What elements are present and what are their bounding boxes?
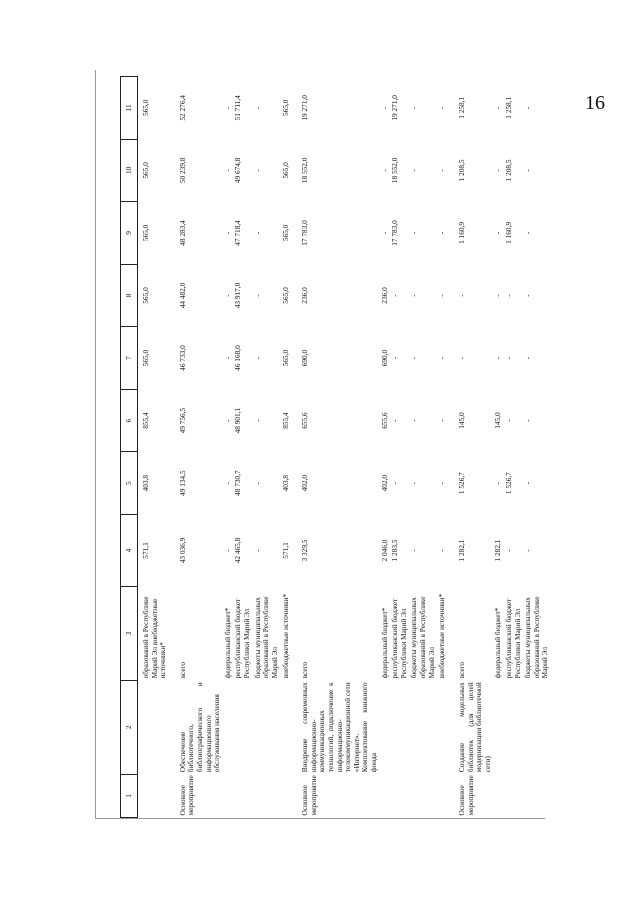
page-top-edge <box>95 818 545 819</box>
value-cell: 49 674,8 <box>233 157 243 184</box>
value-cell: 48 283,4 <box>177 220 187 246</box>
table-header-row <box>121 77 138 818</box>
value-cell: - <box>523 106 533 110</box>
table-row <box>223 77 234 818</box>
value-cell: - <box>222 481 232 485</box>
value-cell: 145,0 <box>456 412 466 429</box>
row-type-cell <box>380 774 391 817</box>
funding-source-cell: внебюджетные источники* <box>280 593 290 679</box>
value-cell: 43 917,0 <box>233 282 243 309</box>
value-cell: - <box>523 231 533 235</box>
value-cell: - <box>437 231 447 235</box>
value-cell: - <box>222 356 232 360</box>
table-row <box>233 77 252 818</box>
value-cell: - <box>222 231 232 235</box>
value-cell: - <box>252 481 262 485</box>
column-header-4: 4 <box>121 514 138 586</box>
table-body <box>138 77 551 818</box>
row-description-cell <box>437 680 448 774</box>
table-row <box>281 77 292 818</box>
value-cell: - <box>409 106 419 110</box>
row-type-cell <box>437 774 448 817</box>
value-cell: 565,0 <box>141 99 150 117</box>
funding-source-cell: образований в Республике Марий Эл внебюджетные источники* <box>141 596 168 679</box>
column-header-9: 9 <box>121 202 138 265</box>
value-cell: - <box>252 419 262 422</box>
value-cell: 1 282,1 <box>493 539 503 562</box>
value-cell: 1 208,5 <box>456 159 466 182</box>
value-cell: 236,0 <box>300 287 310 304</box>
value-cell: - <box>523 169 533 172</box>
funding-source-cell: республиканский бюджет Республики Марий Эл <box>233 598 252 679</box>
value-cell: 49 756,5 <box>177 407 187 434</box>
value-cell: 565,0 <box>280 349 290 367</box>
value-cell: 855,4 <box>141 412 150 429</box>
funding-source-cell: внебюджетные источники* <box>437 593 447 679</box>
funding-source-cell: федеральный бюджет* <box>222 607 232 679</box>
value-cell: - <box>390 419 400 422</box>
page-left-edge <box>95 70 96 818</box>
row-type-cell <box>493 774 504 817</box>
value-cell: 690,0 <box>300 349 310 367</box>
funding-source-cell: всего <box>300 661 310 679</box>
value-cell: - <box>437 356 447 360</box>
value-cell: - <box>390 294 400 297</box>
value-cell: - <box>252 356 262 360</box>
value-cell: - <box>437 106 447 110</box>
row-description-cell <box>223 680 234 774</box>
row-type-cell <box>504 774 523 817</box>
row-description-cell <box>281 680 292 774</box>
value-cell: - <box>523 294 533 297</box>
value-cell: - <box>252 169 262 172</box>
value-cell: 571,1 <box>280 542 290 559</box>
value-cell: - <box>409 419 419 422</box>
column-header-10: 10 <box>121 139 138 202</box>
value-cell: 565,0 <box>280 162 290 179</box>
value-cell: 1 526,7 <box>456 472 466 495</box>
value-cell: - <box>493 294 503 297</box>
column-header-7: 7 <box>121 327 138 390</box>
value-cell: 18 552,0 <box>300 157 310 184</box>
value-cell: 402,0 <box>379 474 389 492</box>
row-type-cell <box>138 774 169 817</box>
funding-source-cell: федеральный бюджет* <box>493 607 503 679</box>
row-description-cell <box>493 680 504 774</box>
funding-source-cell: бюджеты муниципальных образований в Республике Марий Эл <box>409 596 436 679</box>
value-cell: - <box>493 231 503 235</box>
page-number: 16 <box>585 92 605 114</box>
row-description-cell: Обеспечение библиотечного, библиографического и информационного обслуживания населения <box>177 682 222 773</box>
value-cell: - <box>503 549 513 552</box>
column-header-2: 2 <box>121 680 138 774</box>
table-row <box>409 77 437 818</box>
row-description-cell <box>504 680 523 774</box>
row-type-cell <box>390 774 409 817</box>
value-cell: - <box>523 419 533 422</box>
row-description-cell: Создание модельных библиотек (для целей модернизации библиотечной сети) <box>456 682 492 773</box>
table-row <box>138 77 169 818</box>
table-row <box>380 77 391 818</box>
value-cell: 690,0 <box>379 349 389 367</box>
row-type-cell <box>223 774 234 817</box>
value-cell: - <box>409 481 419 485</box>
value-cell: 51 711,4 <box>233 95 243 121</box>
value-cell: - <box>252 549 262 552</box>
table-row <box>291 77 379 818</box>
value-cell: 48 730,7 <box>233 470 243 496</box>
column-header-5: 5 <box>121 452 138 515</box>
value-cell: 1 282,1 <box>456 539 466 562</box>
value-cell: - <box>379 169 389 172</box>
value-cell: 46 733,0 <box>177 345 187 371</box>
column-header-6: 6 <box>121 389 138 452</box>
value-cell: 42 465,8 <box>233 537 243 564</box>
value-cell: - <box>437 169 447 172</box>
value-cell: 565,0 <box>141 349 150 367</box>
funding-source-cell: федеральный бюджет* <box>379 607 389 679</box>
row-description-cell <box>138 680 169 774</box>
row-type-cell <box>253 774 281 817</box>
value-cell: - <box>409 549 419 552</box>
value-cell: 44 482,0 <box>177 282 187 309</box>
value-cell: 1 160,9 <box>456 222 466 244</box>
value-cell: 565,0 <box>280 224 290 242</box>
value-cell: 46 168,0 <box>233 345 243 371</box>
value-cell: - <box>493 356 503 360</box>
value-cell: 655,6 <box>300 412 310 429</box>
value-cell: - <box>493 106 503 110</box>
value-cell: 43 036,9 <box>177 537 187 564</box>
value-cell: - <box>390 481 400 485</box>
value-cell: - <box>437 481 447 485</box>
column-header-1: 1 <box>121 774 138 817</box>
table-row <box>437 77 448 818</box>
value-cell: - <box>409 294 419 297</box>
funding-source-cell: всего <box>456 661 466 679</box>
row-type-cell: Основное мероприятие <box>177 775 196 816</box>
value-cell: 1 258,1 <box>456 96 466 119</box>
value-cell: 19 271,0 <box>300 95 310 121</box>
value-cell: - <box>503 419 513 422</box>
value-cell: 236,0 <box>379 287 389 304</box>
value-cell: 19 271,0 <box>390 95 400 121</box>
value-cell: 1 258,1 <box>503 96 513 119</box>
value-cell: 565,0 <box>141 287 150 304</box>
value-cell: 3 329,5 <box>300 539 310 562</box>
value-cell: - <box>409 169 419 172</box>
value-cell: 1 208,5 <box>503 159 513 182</box>
value-cell: 571,1 <box>141 542 150 559</box>
value-cell: - <box>523 549 533 552</box>
value-cell: 18 552,0 <box>390 157 400 184</box>
value-cell: 50 239,8 <box>177 157 187 184</box>
value-cell: 655,6 <box>379 412 389 429</box>
row-description-cell <box>409 680 437 774</box>
value-cell: 1 283,5 <box>390 539 400 562</box>
value-cell: - <box>523 356 533 360</box>
row-description-cell <box>523 680 551 774</box>
table-row <box>448 77 493 818</box>
value-cell: 145,0 <box>493 412 503 429</box>
value-cell: 52 276,4 <box>177 95 187 121</box>
funding-source-cell: всего <box>177 661 187 679</box>
budget-table <box>120 76 551 818</box>
column-header-3: 3 <box>121 587 138 681</box>
value-cell: - <box>503 294 513 297</box>
value-cell: - <box>456 294 466 297</box>
funding-source-cell: республиканский бюджет Республики Марий Эл <box>390 598 408 679</box>
row-description-cell <box>253 680 281 774</box>
rotated-table-container <box>120 76 549 818</box>
column-header-11: 11 <box>121 77 138 140</box>
funding-source-cell: республиканский бюджет Республики Марий Эл <box>503 598 522 679</box>
row-description-cell <box>233 680 252 774</box>
value-cell: 48 901,1 <box>233 407 243 434</box>
value-cell: 2 046,0 <box>379 539 389 562</box>
value-cell: - <box>456 356 466 360</box>
value-cell: 855,4 <box>280 412 290 429</box>
row-description-cell: Внедрение современных информационно-коммуникационных технологий, подключение к информационно-телекоммуникационной сети «Интернет». Комплектование книжного фонда <box>300 682 379 773</box>
value-cell: 49 134,5 <box>177 470 187 496</box>
row-type-cell <box>233 774 252 817</box>
value-cell: 403,8 <box>280 474 290 492</box>
value-cell: - <box>503 356 513 360</box>
value-cell: - <box>379 106 389 110</box>
value-cell: 565,0 <box>141 224 150 242</box>
value-cell: - <box>252 106 262 110</box>
value-cell: 1 160,9 <box>503 222 513 244</box>
value-cell: - <box>379 231 389 235</box>
value-cell: 17 783,0 <box>390 220 400 246</box>
row-description-cell <box>390 680 409 774</box>
table-row <box>169 77 223 818</box>
table-row <box>504 77 523 818</box>
table-row <box>493 77 504 818</box>
value-cell: - <box>437 549 447 552</box>
table-row <box>390 77 409 818</box>
value-cell: - <box>222 169 232 172</box>
value-cell: - <box>493 169 503 172</box>
value-cell: - <box>222 106 232 110</box>
value-cell: 1 526,7 <box>503 472 513 495</box>
value-cell: - <box>222 549 232 552</box>
value-cell: 565,0 <box>280 99 290 117</box>
row-type-cell: Основное мероприятие <box>456 775 475 816</box>
value-cell: - <box>437 294 447 297</box>
value-cell: 403,8 <box>141 474 150 492</box>
row-description-cell <box>380 680 391 774</box>
funding-source-cell: бюджеты муниципальных образований в Республике Марий Эл <box>252 596 279 679</box>
value-cell: - <box>437 419 447 422</box>
row-type-cell: Основное мероприятие <box>300 775 318 816</box>
value-cell: 17 783,0 <box>300 220 310 246</box>
funding-source-cell: бюджеты муниципальных образований в Республике Марий Эл <box>523 596 550 679</box>
table-row <box>253 77 281 818</box>
row-type-cell <box>281 774 292 817</box>
value-cell: - <box>493 481 503 485</box>
value-cell: - <box>409 356 419 360</box>
column-header-8: 8 <box>121 264 138 327</box>
row-type-cell <box>409 774 437 817</box>
value-cell: 565,0 <box>141 162 150 179</box>
table-row <box>523 77 551 818</box>
value-cell: 47 718,4 <box>233 220 243 246</box>
value-cell: - <box>409 231 419 235</box>
value-cell: - <box>252 294 262 297</box>
value-cell: - <box>222 419 232 422</box>
value-cell: 402,0 <box>300 474 310 492</box>
value-cell: - <box>390 356 400 360</box>
value-cell: 565,0 <box>280 287 290 304</box>
row-type-cell <box>523 774 551 817</box>
value-cell: - <box>252 231 262 235</box>
value-cell: - <box>222 294 232 297</box>
value-cell: - <box>523 481 533 485</box>
